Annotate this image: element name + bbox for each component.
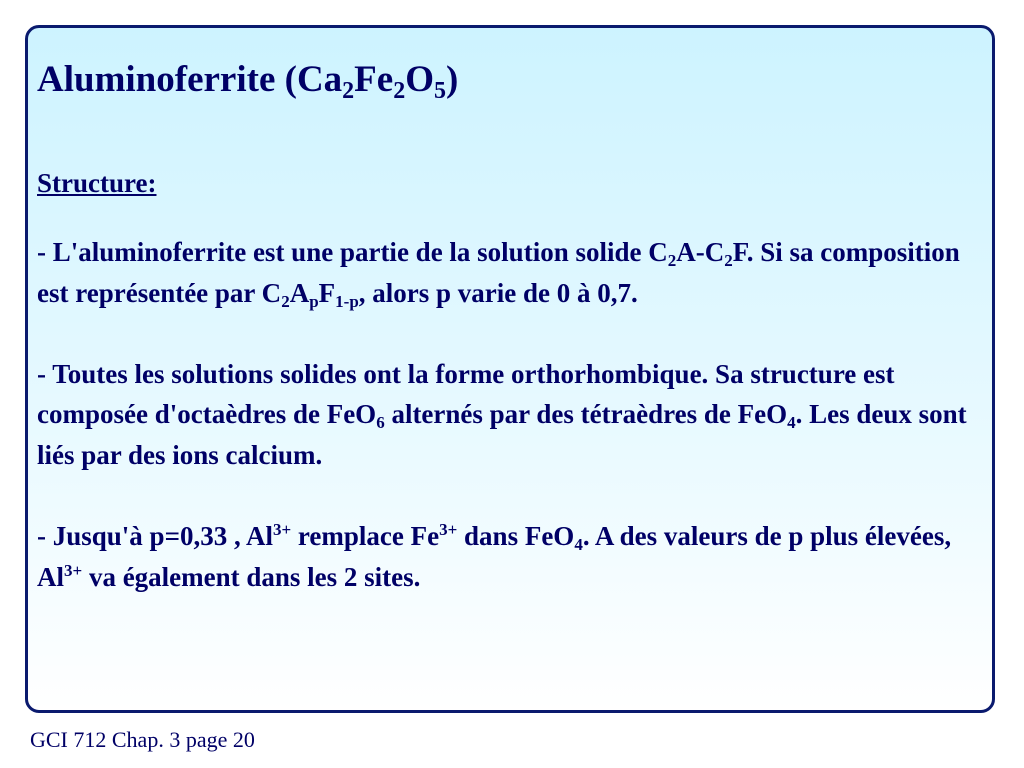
superscript: 3+: [439, 520, 458, 540]
title-text: Fe: [354, 59, 394, 100]
text-run: A: [289, 277, 310, 308]
superscript: 3+: [64, 560, 83, 580]
subscript: 1-p: [335, 291, 359, 311]
text-run: . A des valeurs de p plus élevées, Al: [37, 521, 952, 592]
section-heading: Structure:: [37, 168, 157, 198]
paragraph-structure: [37, 354, 972, 476]
slide-body: [37, 232, 972, 597]
slide-title: [37, 58, 458, 102]
text-run: F: [318, 277, 336, 308]
subscript: 4: [574, 535, 583, 555]
title-subscript: 2: [393, 78, 406, 104]
title-text: ): [445, 59, 459, 100]
text-run: va également dans les 2 sites.: [82, 561, 421, 592]
title-text: Aluminoferrite (Ca: [37, 59, 343, 100]
text-run: - Toutes les solutions solides ont la forme orthorhombique. Sa structure est composée d'octaèdres de FeO: [37, 358, 895, 430]
title-subscript: 5: [433, 78, 446, 104]
text-run: remplace Fe: [291, 521, 440, 552]
text-run: . Les deux sont liés par des ions calcium.: [37, 399, 967, 470]
text-run: - L'aluminoferrite est une partie de la solution solide C: [37, 237, 668, 267]
subscript: 6: [376, 413, 385, 433]
title-subscript: 2: [342, 78, 355, 104]
paragraph-solid-solution: [37, 232, 972, 313]
text-run: dans FeO: [457, 521, 575, 552]
text-run: alternés par des tétraèdres de FeO: [384, 399, 788, 430]
superscript: 3+: [272, 520, 292, 540]
text-run: - Jusqu'à p=0,33 , Al: [37, 521, 273, 552]
paragraph-substitution: [37, 516, 972, 597]
subscript: 4: [787, 413, 796, 433]
text-run: F. Si sa composition est représentée par C: [37, 237, 960, 308]
text-run: A-C: [676, 237, 725, 267]
text-run: , alors p varie de 0 à 0,7.: [358, 277, 638, 308]
subscript: 2: [724, 251, 733, 270]
slide-footer: GCI 712 Chap. 3 page 20: [30, 727, 255, 752]
subscript: 2: [281, 291, 290, 311]
title-text: O: [405, 59, 434, 100]
subscript: p: [309, 291, 319, 311]
subscript: 2: [667, 251, 677, 270]
